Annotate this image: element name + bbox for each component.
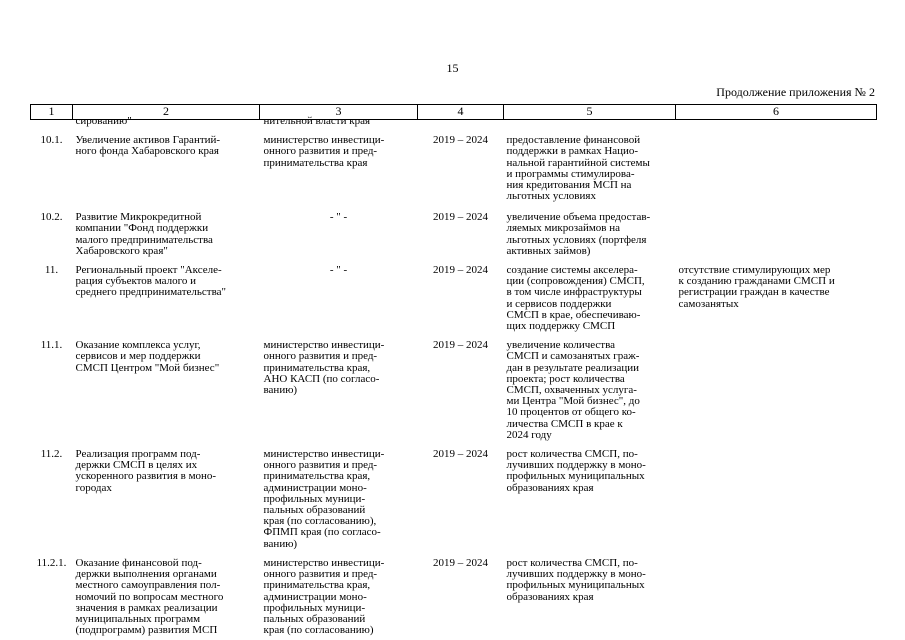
header-cell: 1 — [31, 105, 73, 120]
header-cell: 6 — [676, 105, 877, 120]
expected-result: предоставление финансовой поддержки в рамках Нацио- нальной гарантийной системы и программы стимулирова- ния кредитования МСП на льготных условиях — [506, 134, 650, 203]
expected-result: рост количества СМСП, по- лучивших поддержку в моно- профильных муниципальных образованиях края — [506, 448, 646, 494]
measure-name: Увеличение активов Гарантий- ного фонда Хабаровского края — [75, 134, 221, 158]
period: 2019 – 2024 — [433, 556, 488, 569]
header-cell: 5 — [504, 105, 676, 120]
note: отсутствие стимулирующих мер к созданию гражданами СМСП и регистрации граждан в качестве самозанятых — [678, 264, 835, 310]
row-number: 10.2. — [40, 211, 63, 224]
responsible-org: - " - — [329, 211, 348, 224]
expected-result: увеличение объема предостав- ляемых микрозаймов на льготных условиях (портфеля активных займов) — [506, 211, 651, 257]
expected-result: создание системы акселера- ции (сопровождения) СМСП, в том числе инфраструктуры и сервисов поддержки СМСП в крае, обеспечиваю- щих поддержку СМСП — [506, 264, 645, 333]
table-row — [31, 550, 877, 636]
period: 2019 – 2024 — [433, 339, 488, 352]
appendix-table — [30, 104, 877, 636]
measure-name: Развитие Микрокредитной компании "Фонд поддержки малого предпринимательства Хабаровского края" — [75, 211, 213, 257]
measure-name: Оказание финансовой под- держки выполнения органами местного самоуправления пол- номочий по вопросам местного значения в рамках реализации муниципальных программ (подпрограмм) развития МСП — [75, 556, 224, 637]
note — [676, 127, 877, 204]
table-row — [31, 204, 877, 257]
period: 2019 – 2024 — [433, 134, 488, 147]
continuation-label: Продолжение приложения № 2 — [716, 85, 875, 99]
expected-result: рост количества СМСП, по- лучивших поддержку в моно- профильных муниципальных образованиях края — [506, 556, 646, 603]
responsible-org: министерство инвестици- онного развития и пред- принимательства края — [263, 134, 385, 169]
table-row — [31, 332, 877, 441]
expected-result: увеличение количества СМСП и самозанятых граж- дан в результате реализации проекта; рост количества СМСП, охваченных услуга- ми Центра "Мой бизнес", до 10 процентов от общего ко- личества СМСП в крае к 2024 году — [506, 339, 640, 441]
measure-name: Оказание комплекса услуг, сервисов и мер поддержки СМСП Центром "Мой бизнес" — [75, 339, 220, 374]
table-row — [31, 441, 877, 550]
table-row — [31, 127, 877, 204]
table-row — [31, 257, 877, 332]
period: 2019 – 2024 — [433, 264, 488, 277]
carry-text: нительной власти края — [263, 115, 371, 127]
note — [676, 204, 877, 257]
row-number: 11. — [44, 264, 59, 277]
header-cell: 2 — [73, 105, 260, 120]
period: 2019 – 2024 — [433, 211, 488, 224]
carry-over-row — [31, 120, 877, 128]
header-cell: 4 — [418, 105, 504, 120]
row-number: 11.2. — [40, 448, 63, 461]
responsible-org: министерство инвестици- онного развития и пред- принимательства края, администрации моно- профильных муници- пальных образований края (по согласованию) — [263, 556, 385, 637]
note — [676, 441, 877, 550]
page-number: 15 — [446, 61, 459, 75]
measure-name: Региональный проект "Акселе- рация субъектов малого и среднего предпринимательства" — [75, 264, 227, 299]
row-number: 11.2.1. — [36, 556, 67, 569]
responsible-org: - " - — [329, 264, 348, 277]
header-cell: 3 — [260, 105, 418, 120]
row-number: 11.1. — [40, 339, 63, 352]
note — [676, 332, 877, 441]
carry-text: сированию" — [75, 115, 132, 127]
note — [676, 550, 877, 636]
measure-name: Реализация программ под- держки СМСП в целях их ускоренного развития в моно- городах — [75, 448, 217, 494]
period: 2019 – 2024 — [433, 448, 488, 461]
row-number: 10.1. — [40, 134, 63, 147]
responsible-org: министерство инвестици- онного развития и пред- принимательства края, администрации моно- профильных муници- пальных образований края (по согласованию), ФПМП края (по согласо- ванию) — [263, 448, 385, 550]
responsible-org: министерство инвестици- онного развития и пред- принимательства края, АНО КАСП (по согласо- ванию) — [263, 339, 385, 397]
